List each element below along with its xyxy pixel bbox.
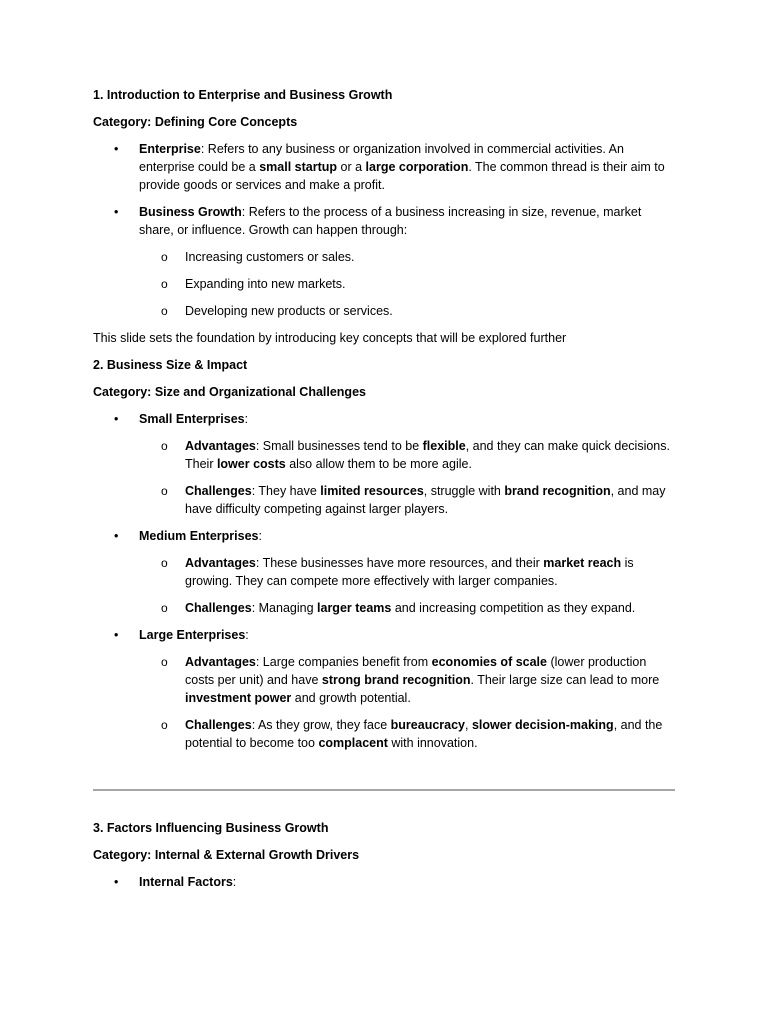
sub-list-item [139,653,675,707]
sub-list-item [139,248,675,266]
text-run: : [258,529,262,543]
text-run: also allow them to be more agile. [285,457,472,471]
sub-bullet-marker: o [161,250,168,264]
sub-list-item-text [185,277,346,291]
bold-term: investment power [185,691,292,705]
bold-term: flexible [422,439,466,453]
sub-list-item-text [185,250,355,264]
text-run: : Refers to any business or organization involved in commercial activities. An enterprise could be a [139,142,624,174]
sub-bullet-marker: o [161,601,168,615]
bold-term: larger teams [317,601,392,615]
sub-list-item [139,599,675,617]
sub-list-item-text [185,304,393,318]
section-1-list [93,140,675,320]
document-page [93,86,675,900]
text-run: , [465,718,472,732]
sub-list-item-text [185,718,662,750]
sub-list-item [139,437,675,473]
list-item-text [139,527,675,545]
bold-term: complacent [318,736,388,750]
text-run: : They have [251,484,321,498]
list-item-text [139,410,675,428]
bold-term: Challenges [185,718,252,732]
bold-term: Medium Enterprises [139,529,259,543]
bold-term: Advantages [185,655,256,669]
bold-term: Internal Factors [139,875,233,889]
list-item-text [139,873,675,891]
text-run: : [232,875,237,889]
bold-term: slower decision-making [471,718,614,732]
text-run: : Large companies benefit from [255,655,432,669]
text-run: and increasing competition as they expand. [391,601,636,615]
section-2-list [93,410,675,752]
bold-term: Advantages [185,439,256,453]
bullet-marker: • [114,529,119,543]
bold-term: brand recognition [504,484,611,498]
sub-list-item-text [185,601,635,615]
text-run: : These businesses have more resources, and their [255,556,544,570]
bold-term: Challenges [185,484,252,498]
section-3-title: 3. Factors Influencing Business Growth [93,821,329,835]
text-run: or a [337,160,366,174]
sub-bullet-marker: o [161,655,168,669]
bold-term: bureaucracy [390,718,466,732]
text-run: : Small businesses tend to be [255,439,423,453]
text-run: , and they can make quick decisions. Their [185,439,670,471]
sub-list [139,554,675,617]
bullet-marker: • [114,875,119,889]
text-run: Expanding into new markets. [185,277,346,291]
text-run: : As they grow, they face [251,718,391,732]
list-item [93,203,675,320]
section-separator [93,761,675,819]
sub-list [139,437,675,518]
bold-term: large corporation [365,160,469,174]
section-1-title: 1. Introduction to Enterprise and Business Growth [93,88,393,102]
bold-term: lower costs [216,457,286,471]
list-item [93,140,675,194]
sub-list-item [139,554,675,590]
list-item [93,626,675,752]
bold-term: market reach [543,556,622,570]
text-run: with innovation. [387,736,478,750]
text-run: . Their large size can lead to more [470,673,660,687]
bold-term: Small Enterprises [139,412,245,426]
section-1-category: Category: Defining Core Concepts [93,115,298,129]
text-run: : [245,628,249,642]
bold-term: Enterprise [139,142,201,156]
sub-bullet-marker: o [161,484,168,498]
text-run: (lower production costs per unit) and have [185,655,647,687]
text-run: , and may have difficulty competing against larger players. [185,484,666,516]
text-run: : Managing [251,601,318,615]
sub-bullet-marker: o [161,718,168,732]
bold-term: economies of scale [431,655,547,669]
sub-list-item-text [185,556,634,588]
text-run: , and the potential to become too [185,718,663,750]
text-run: is growing. They can compete more effectively with larger companies. [185,556,634,588]
sub-list [139,248,675,320]
bold-term: small startup [259,160,338,174]
sub-list-item-text [185,655,659,705]
bold-term: strong brand recognition [321,673,471,687]
section-3-category: Category: Internal & External Growth Drivers [93,848,360,862]
text-run: Developing new products or services. [185,304,393,318]
sub-list-item [139,275,675,293]
sub-list [139,653,675,752]
bullet-marker: • [114,628,119,642]
sub-list-item-text [185,439,670,471]
sub-list-item [139,302,675,320]
list-item [93,527,675,617]
bold-term: limited resources [320,484,424,498]
bullet-marker: • [114,412,119,426]
sub-bullet-marker: o [161,277,168,291]
section-2-category: Category: Size and Organizational Challenges [93,385,366,399]
list-item [93,873,675,891]
sub-list-item [139,716,675,752]
sub-list-item-text [185,484,666,516]
sub-bullet-marker: o [161,304,168,318]
sub-list-item [139,482,675,518]
text-run: Increasing customers or sales. [185,250,355,264]
bold-term: Challenges [185,601,252,615]
section-2-title: 2. Business Size & Impact [93,358,248,372]
horizontal-divider [93,789,675,791]
sub-bullet-marker: o [161,556,168,570]
list-item [93,410,675,518]
bold-term: Business Growth [139,205,242,219]
text-run: : [244,412,249,426]
bold-term: Large Enterprises [139,628,246,642]
section-3-list [93,873,675,891]
text-run: , struggle with [423,484,505,498]
text-run: . The common thread is their aim to provide goods or services and make a profit. [139,160,665,192]
text-run: : Refers to the process of a business increasing in size, revenue, market share, or influence. Growth can happen through: [139,205,642,237]
list-item-text [139,140,675,194]
list-item-text [139,626,675,644]
text-run: and growth potential. [291,691,411,705]
list-item-text [139,203,675,239]
bullet-marker: • [114,142,119,156]
bold-term: Advantages [185,556,256,570]
section-1-closing: This slide sets the foundation by introducing key concepts that will be explored further [93,331,567,345]
bullet-marker: • [114,205,119,219]
sub-bullet-marker: o [161,439,168,453]
